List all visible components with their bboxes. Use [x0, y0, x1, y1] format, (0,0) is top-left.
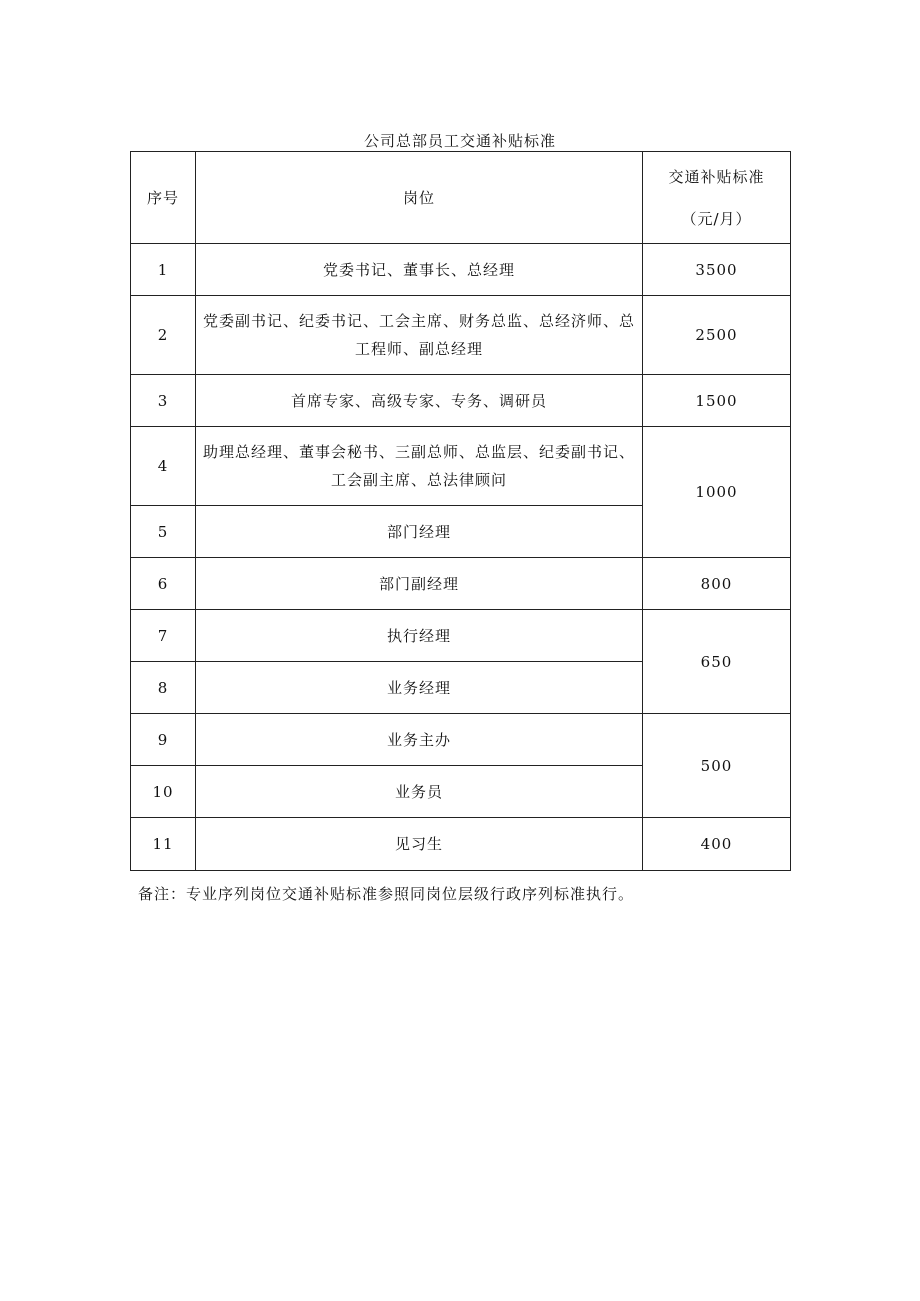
- row-amount: 2500: [643, 296, 791, 375]
- row-amount: 400: [643, 818, 791, 871]
- row-seq: 9: [131, 714, 196, 766]
- table-row: [131, 610, 791, 662]
- footnote: 备注：专业序列岗位交通补贴标准参照同岗位层级行政序列标准执行。: [138, 885, 635, 903]
- header-seq: 序号: [131, 152, 196, 244]
- row-post: 业务经理: [196, 662, 643, 714]
- row-post: 助理总经理、董事会秘书、三副总师、总监层、纪委副书记、工会副主席、总法律顾问: [196, 427, 643, 506]
- row-amount: 500: [643, 714, 791, 818]
- row-post: 党委副书记、纪委书记、工会主席、财务总监、总经济师、总工程师、副总经理: [196, 296, 643, 375]
- table-header-row: [131, 152, 791, 244]
- row-seq: 1: [131, 244, 196, 296]
- row-amount: 1500: [643, 375, 791, 427]
- table-row: [131, 818, 791, 871]
- row-seq: 3: [131, 375, 196, 427]
- table-row: [131, 244, 791, 296]
- row-seq: 5: [131, 506, 196, 558]
- document-title: 公司总部员工交通补贴标准: [363, 132, 556, 150]
- row-amount: 1000: [643, 427, 791, 558]
- row-post: 执行经理: [196, 610, 643, 662]
- row-post: 见习生: [196, 818, 643, 871]
- row-seq: 8: [131, 662, 196, 714]
- header-post: 岗位: [196, 152, 643, 244]
- header-amount-unit: （元/月）: [681, 209, 752, 228]
- table-row: [131, 375, 791, 427]
- row-seq: 11: [131, 818, 196, 871]
- row-post: 部门副经理: [196, 558, 643, 610]
- row-seq: 10: [131, 766, 196, 818]
- row-amount: 650: [643, 610, 791, 714]
- row-post: 党委书记、董事长、总经理: [196, 244, 643, 296]
- table-row: [131, 714, 791, 766]
- row-seq: 4: [131, 427, 196, 506]
- row-amount: 800: [643, 558, 791, 610]
- header-amount-title: 交通补贴标准: [668, 167, 765, 186]
- row-post: 业务员: [196, 766, 643, 818]
- row-post: 首席专家、高级专家、专务、调研员: [196, 375, 643, 427]
- table-row: [131, 427, 791, 506]
- row-post: 业务主办: [196, 714, 643, 766]
- row-seq: 2: [131, 296, 196, 375]
- row-amount: 3500: [643, 244, 791, 296]
- row-post: 部门经理: [196, 506, 643, 558]
- header-amount: [643, 152, 791, 244]
- table-row: [131, 558, 791, 610]
- table-row: [131, 296, 791, 375]
- allowance-table: [130, 151, 791, 871]
- row-seq: 7: [131, 610, 196, 662]
- row-seq: 6: [131, 558, 196, 610]
